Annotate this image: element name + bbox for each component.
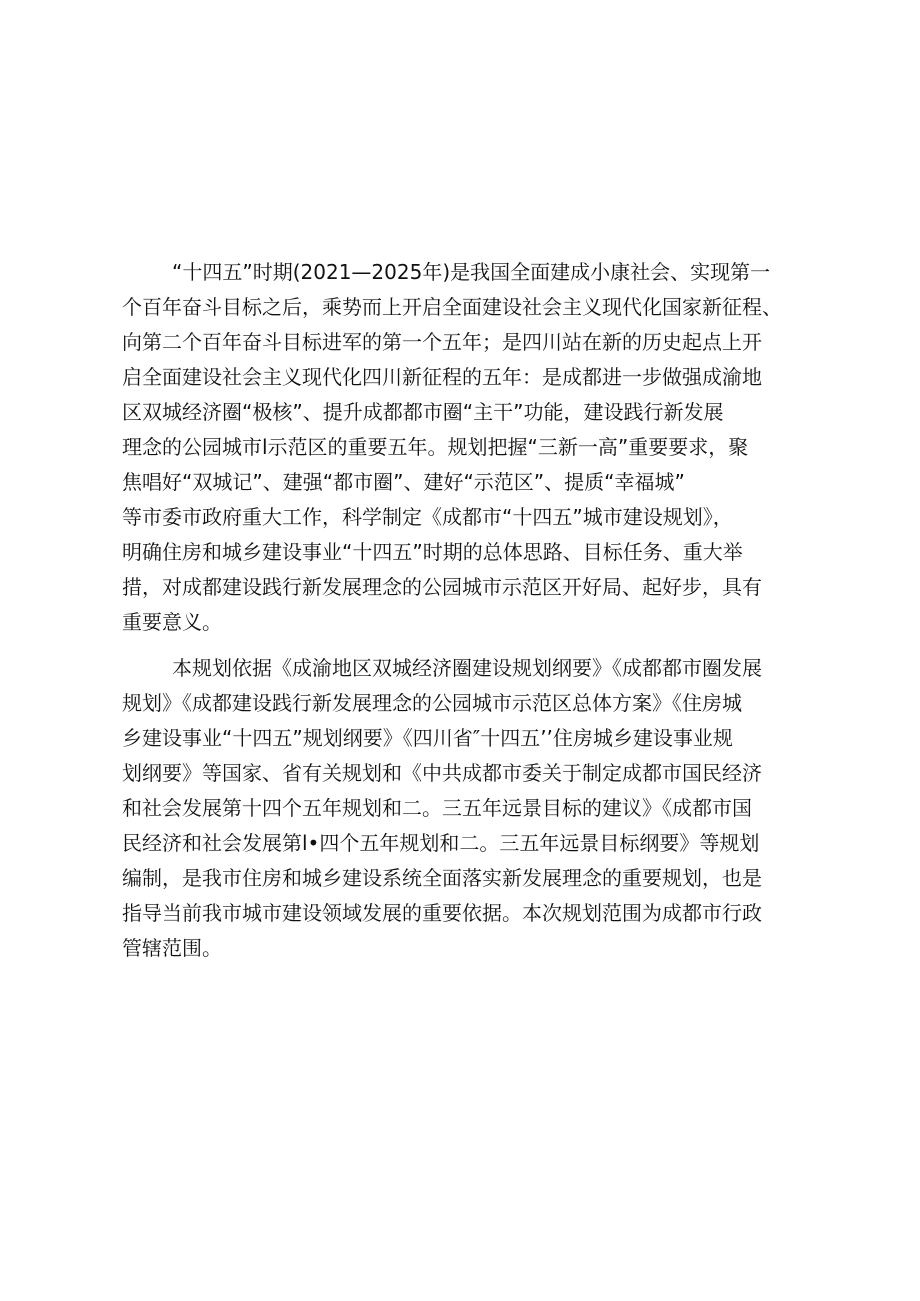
- text-line: 等市委市政府重大工作，科学制定《成都市“十四五”城市建设规划》，: [122, 505, 733, 529]
- text-line: 划纲要》等国家、省有关规划和《中共成都市委关于制定成都市国民经济: [122, 761, 762, 785]
- text-line: 民经济和社会发展第l•四个五年规划和二。三五年远景目标纲要》等规划: [122, 831, 760, 855]
- text-line: 和社会发展第十四个五年规划和二。三五年远景目标的建议》《成都市国: [122, 796, 752, 820]
- text-line: 乡建设事业“十四五”规划纲要》《四川省″十四五’’住房城乡建设事业规: [122, 726, 733, 750]
- text-line: 启全面建设社会主义现代化四川新征程的五年：是成都进一步做强成渝地: [122, 365, 762, 389]
- text-line: 向第二个百年奋斗目标进军的第一个五年；是四川站在新的历史起点上开: [122, 330, 762, 354]
- text-line: 规划》《成都建设践行新发展理念的公园城市示范区总体方案》《住房城: [122, 691, 742, 715]
- text-line: “十四五”时期(2021—2025年)是我国全面建成小康社会、实现第一: [172, 260, 771, 284]
- text-line: 焦唱好“双城记”、建强“都市圈”、建好“示范区”、提质“幸福城”: [122, 470, 685, 494]
- text-line: 指导当前我市城市建设领域发展的重要依据。本次规划范围为成都市行政: [122, 901, 762, 925]
- text-line: 明确住房和城乡建设事业“十四五”时期的总体思路、目标任务、重大举: [122, 540, 743, 564]
- text-line: 管辖范围。: [122, 936, 222, 960]
- text-line: 个百年奋斗目标之后，乘势而上开启全面建设社会主义现代化国家新征程、: [122, 295, 782, 319]
- paragraph-basis: [122, 651, 822, 966]
- text-line: 编制，是我市住房和城乡建设系统全面落实新发展理念的重要规划，也是: [122, 866, 762, 890]
- text-line: 措，对成都建设践行新发展理念的公园城市示范区开好局、起好步，具有: [122, 575, 762, 599]
- paragraph-background: [122, 255, 822, 640]
- text-line: 重要意义。: [122, 610, 222, 634]
- text-line: 区双城经济圈“极核”、提升成都都市圈“主干”功能，建设践行新发展: [122, 400, 724, 424]
- text-line: 本规划依据《成渝地区双城经济圈建设规划纲要》《成都都市圈发展: [172, 656, 762, 680]
- text-line: 理念的公园城市l示范区的重要五年。规划把握“三新一高”重要要求，聚: [122, 435, 749, 459]
- document-body: [122, 255, 822, 966]
